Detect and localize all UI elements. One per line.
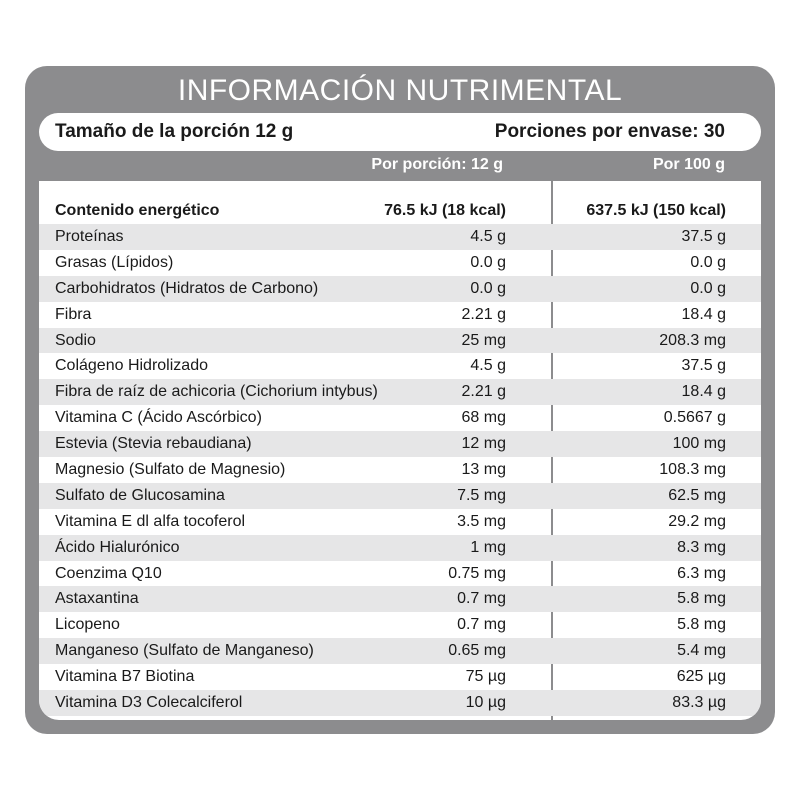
nutrient-row <box>39 612 761 638</box>
nutrient-row <box>39 535 761 561</box>
nutrient-label: Vitamina D3 Colecalciferol <box>55 693 243 711</box>
value-per-100g: 83.3 µg <box>672 693 726 711</box>
column-header-per-100g: Por 100 g <box>652 156 725 173</box>
value-per-serving: 0.65 mg <box>448 642 506 660</box>
nutrient-row <box>39 353 761 379</box>
nutrient-label: Estevia (Stevia rebaudiana) <box>55 435 252 453</box>
nutrient-row <box>39 431 761 457</box>
value-per-100g: 625 µg <box>676 668 726 686</box>
value-per-serving: 75 µg <box>465 668 506 686</box>
value-per-serving: 10 µg <box>465 693 506 711</box>
nutrient-label: Magnesio (Sulfato de Magnesio) <box>55 460 286 478</box>
nutrient-label: Sodio <box>55 331 96 349</box>
value-per-serving: 76.5 kJ (18 kcal) <box>384 201 506 219</box>
nutrient-label: Coenzima Q10 <box>55 564 162 582</box>
value-per-serving: 0.7 mg <box>457 590 506 608</box>
nutrient-label: Vitamina B7 Biotina <box>55 668 195 686</box>
nutrient-label: Ácido Hialurónico <box>55 538 180 556</box>
value-per-100g: 0.0 g <box>690 279 726 297</box>
value-per-100g: 5.8 mg <box>677 616 726 634</box>
value-per-serving: 2.21 g <box>461 383 506 401</box>
value-per-serving: 25 mg <box>461 331 506 349</box>
value-per-100g: 0.5667 g <box>663 409 726 427</box>
value-per-serving: 1 mg <box>470 538 506 556</box>
nutrient-label: Proteínas <box>55 227 124 245</box>
value-per-100g: 5.8 mg <box>677 590 726 608</box>
nutrient-row <box>39 690 761 716</box>
value-per-100g: 8.3 mg <box>677 538 726 556</box>
value-per-serving: 0.75 mg <box>448 564 506 582</box>
value-per-serving: 4.5 g <box>470 227 506 245</box>
nutrient-label: Fibra de raíz de achicoria (Cichorium intybus) <box>55 383 378 401</box>
nutrient-row <box>39 224 761 250</box>
nutrient-label: Vitamina E dl alfa tocoferol <box>55 512 246 530</box>
value-per-serving: 2.21 g <box>461 305 506 323</box>
value-per-serving: 13 mg <box>461 460 506 478</box>
value-per-serving: 3.5 mg <box>457 512 506 530</box>
nutrient-label: Astaxantina <box>55 590 139 608</box>
value-per-100g: 5.4 mg <box>677 642 726 660</box>
nutrition-table <box>39 181 761 720</box>
nutrient-label: Vitamina C (Ácido Ascórbico) <box>55 409 262 427</box>
value-per-serving: 0.0 g <box>470 253 506 271</box>
value-per-100g: 6.3 mg <box>677 564 726 582</box>
value-per-serving: 0.0 g <box>470 279 506 297</box>
column-header-per-serving: Por porción: 12 g <box>371 156 503 173</box>
energy-row <box>39 197 761 224</box>
value-per-100g: 62.5 mg <box>668 486 726 504</box>
nutrient-row <box>39 250 761 276</box>
value-per-100g: 637.5 kJ (150 kcal) <box>586 201 726 219</box>
nutrient-row <box>39 664 761 690</box>
value-per-100g: 208.3 mg <box>659 331 726 349</box>
nutrient-label: Grasas (Lípidos) <box>55 253 174 271</box>
nutrient-label: Carbohidratos (Hidratos de Carbono) <box>55 279 319 297</box>
nutrient-row <box>39 328 761 354</box>
value-per-serving: 12 mg <box>461 435 506 453</box>
nutrient-label: Manganeso (Sulfato de Manganeso) <box>55 642 314 660</box>
value-per-serving: 7.5 mg <box>457 486 506 504</box>
nutrient-row <box>39 509 761 535</box>
serving-size: Tamaño de la porción 12 g <box>55 121 294 142</box>
value-per-100g: 29.2 mg <box>668 512 726 530</box>
nutrient-row <box>39 302 761 328</box>
panel-title: INFORMACIÓN NUTRIMENTAL <box>177 74 623 107</box>
nutrient-label: Contenido energético <box>55 201 220 219</box>
nutrient-row <box>39 379 761 405</box>
value-per-serving: 68 mg <box>461 409 506 427</box>
nutrient-row <box>39 405 761 431</box>
nutrient-row <box>39 561 761 587</box>
value-per-serving: 0.7 mg <box>457 616 506 634</box>
value-per-100g: 18.4 g <box>681 305 726 323</box>
servings-per-container: Porciones por envase: 30 <box>494 121 725 142</box>
nutrient-label: Licopeno <box>55 616 120 634</box>
value-per-serving: 4.5 g <box>470 357 506 375</box>
value-per-100g: 37.5 g <box>681 357 726 375</box>
nutrient-row <box>39 276 761 302</box>
nutrient-row <box>39 457 761 483</box>
value-per-100g: 37.5 g <box>681 227 726 245</box>
nutrient-row <box>39 638 761 664</box>
nutrient-row <box>39 586 761 612</box>
value-per-100g: 0.0 g <box>690 253 726 271</box>
value-per-100g: 108.3 mg <box>659 460 726 478</box>
nutrient-label: Fibra <box>55 305 92 323</box>
nutrition-rows <box>39 197 761 716</box>
nutrient-label: Sulfato de Glucosamina <box>55 486 225 504</box>
nutrient-label: Colágeno Hidrolizado <box>55 357 208 375</box>
nutrient-row <box>39 483 761 509</box>
value-per-100g: 18.4 g <box>681 383 726 401</box>
value-per-100g: 100 mg <box>672 435 726 453</box>
